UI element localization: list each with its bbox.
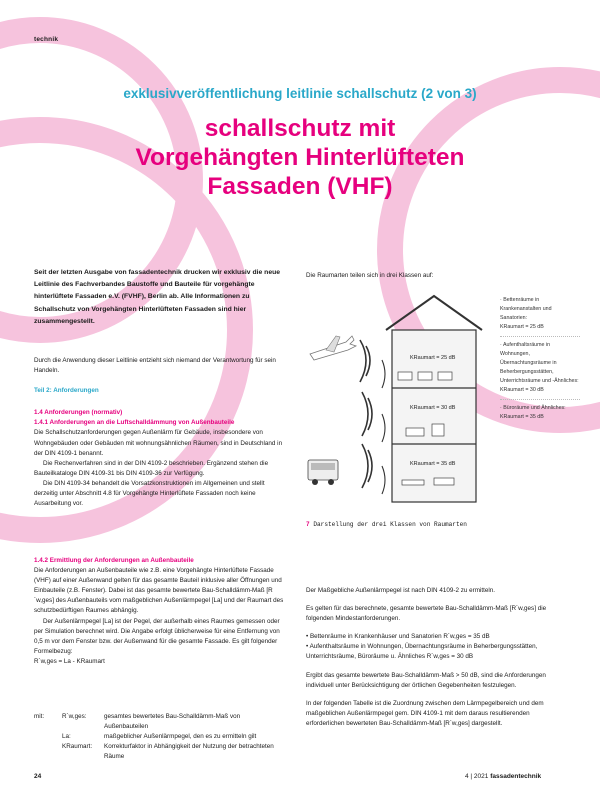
legend-value: KRaumart = 30 dB — [500, 387, 544, 393]
paragraph: Der Maßgebliche Außenlärmpegel ist nach DIN 4109-2 zu ermitteln. — [306, 587, 495, 594]
definition-symbol: KRaumart: — [62, 743, 93, 751]
definition-text: gesamtes bewertetes Bau-Schalldämm-Maß von Außenbauteilen — [104, 713, 241, 731]
paragraph: Es gelten für das berechnete, gesamte bewertete Bau-Schalldämm-Maß [R´w,ges] die folgenden Mindestanforderungen. — [306, 605, 547, 623]
paragraph: Die Schallschutzanforderungen gegen Außenlärm für Gebäude, insbesondere von Wohngebäuden oder Gebäuden mit wohnungsähnlichen Räumen, sind in Deutschland in der DIN 4109-1 benannt. — [34, 429, 283, 457]
sound-waves — [360, 340, 372, 488]
formula: R´w,ges = La - KRaumart — [34, 657, 105, 665]
room-class-legend — [500, 296, 580, 422]
bullet-item: • Aufenthaltsräume in Wohnungen, Übernachtungsräume in Beherbergungsstätten, Unterrichtsräume, Büroräume u. Ähnliches R´w,ges = 30 dB — [306, 643, 538, 661]
house-outline — [386, 296, 482, 502]
intro-paragraph: Durch die Anwendung dieser Leitlinie entzieht sich niemand der Verantwortung für sein Handeln. — [34, 357, 276, 375]
left-column-lower — [34, 556, 284, 667]
page-title — [0, 114, 600, 201]
title-line-1: schallschutz mit — [204, 115, 396, 142]
legend-value: KRaumart = 35 dB — [500, 414, 544, 420]
airplane-icon — [310, 336, 356, 360]
figure-intro: Die Raumarten teilen sich in drei Klassen auf: — [306, 272, 434, 279]
truck-icon — [308, 460, 338, 485]
caption-text: Darstellung der drei Klassen von Raumarten — [313, 521, 467, 528]
definition-row — [34, 732, 284, 742]
mit-label: mit: — [34, 713, 45, 720]
paragraph: Ergibt das gesamte bewertete Bau-Schalldämm-Maß > 50 dB, sind die Anforderungen individuell unter Berücksichtigung der örtlichen Gegebenheiten festzulegen. — [306, 671, 546, 689]
magazine-name: fassadentechnik — [490, 773, 542, 780]
left-column-upper — [34, 356, 284, 509]
legend-value: KRaumart = 25 dB — [500, 324, 544, 330]
section-label: technik — [34, 36, 59, 43]
heading-1-4-2: 1.4.2 Ermittlung der Anforderungen an Außenbauteile — [34, 557, 194, 564]
figure-caption — [306, 521, 506, 528]
heading-1-4: 1.4 Anforderungen (normativ) — [34, 409, 123, 417]
paragraph: Die DIN 4109-34 behandelt die Vorsatzkonstruktionen im Allgemeinen und stellt derzeitig unter Abschnitt 4.8 für Vorgehängte Hinterlüftete Fassaden noch keine Ausarbeitung vor. — [34, 479, 265, 508]
room-label: KRaumart = 35 dB — [410, 461, 456, 467]
room-classes-illustration — [306, 290, 492, 510]
page-number: 24 — [34, 773, 42, 780]
definition-row — [34, 712, 284, 732]
heading-1-4-1: 1.4.1 Anforderungen an die Luftschalldämmung von Außenbauteile — [34, 419, 235, 427]
issue-label — [465, 773, 541, 780]
sound-waves-interior — [382, 360, 385, 494]
title-line-3: Fassaden (VHF) — [207, 173, 393, 200]
definition-text: Korrekturfaktor in Abhängigkeit der Nutzung der betrachteten Räume — [104, 743, 274, 761]
caption-number: 7 — [306, 521, 310, 528]
legend-item: · Büroräume und Ähnliches: — [500, 405, 566, 411]
paragraph: In der folgenden Tabelle ist die Zuordnung zwischen dem Lärmpegelbereich und dem maßgeblichen Außenlärmpegel gem. DIN 4109-1 mit dem daraus resultierenden erforderlichen bewerteten Bau-Schalldämm-Maß [R´w,ges] dargestellt. — [306, 699, 544, 727]
right-column-text — [306, 586, 566, 729]
legend-item: · Aufenthaltsräume in Wohnungen, Übernachtungsräume in Beherbergungsstätten, Unterrichtsräume und -Ähnliches: — [500, 342, 579, 384]
bullet-item: • Bettenräume in Krankenhäuser und Sanatorien R´w,ges = 35 dB — [306, 633, 490, 641]
definition-symbol: R´w,ges: — [62, 713, 87, 720]
legend-item: · Bettenräume in Krankenanstalten und Sanatorien: — [500, 297, 552, 321]
kicker: exklusivveröffentlichung leitlinie schallschutz (2 von 3) — [123, 86, 477, 101]
paragraph: Die Rechenverfahren sind in der DIN 4109-2 beschrieben. Ergänzend stehen die Bauteilkataloge DIN 4109-31 bis DIN 4109-36 zur Verfügung. — [34, 459, 269, 477]
definition-text: maßgeblicher Außenlärmpegel, den es zu ermitteln gilt — [104, 733, 257, 741]
issue-number: 4 | 2021 — [465, 773, 489, 780]
paragraph: Der Außenlärmpegel [La] ist der Pegel, der außerhalb eines Raumes gemessen oder per Simulation berechnet wird. Die Angabe erfolgt üblicherweise für eine Entfernung von 0,5 m vor dem Fenster bzw. der Außenwand für die gesamte Fassade. Es gilt folgender Formelbezug: — [34, 617, 280, 655]
room-label: KRaumart = 25 dB — [410, 355, 456, 361]
lead-paragraph: Seit der letzten Ausgabe von fassadentechnik drucken wir exklusiv die neue Leitlinie des Fachverbandes Baustoffe und Bauteile für vorgehängte hinterlüftete Fassaden e.V. (FVHF), Berlin ab. Alle Informationen zu Schallschutz von Vorgehängten Hinterlüfteten Fassaden sind hier zusammengestellt. — [34, 269, 281, 325]
part-heading: Teil 2: Anforderungen — [34, 387, 99, 395]
room-label: KRaumart = 30 dB — [410, 405, 456, 411]
paragraph: Die Anforderungen an Außenbauteile wie z.B. eine Vorgehängte Hinterlüftete Fassade (VHF) auf einer Außenwand gelten für das gesamte Bauteil inklusive aller Öffnungen und Einbauteile (z.B. Fenster). Dabei ist das gesamte bewertete Bau-Schalldämm-Maß [R´w,ges] des Außenbauteils vom maßgeblichen Außenlärmpegel [La] und der Raumart des schutzbedürftigen Raumes abhängig. — [34, 567, 284, 615]
definition-symbol: La: — [62, 733, 71, 741]
formula-definitions — [34, 712, 284, 762]
definition-row — [34, 742, 284, 762]
title-line-2: Vorgehängten Hinterlüfteten — [135, 144, 465, 171]
